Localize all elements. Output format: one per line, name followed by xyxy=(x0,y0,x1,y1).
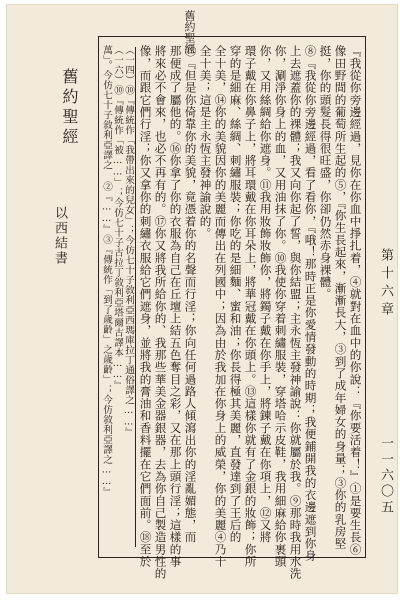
body-column: 將來必不會來，也必不再有的。⑰你又將我所給你的、我那些華美金器銀器，去為你自己製造男性的 xyxy=(153,45,168,580)
body-column: 你，涮淨你身上的血，又用油抹了你。⑩我使你穿着刺繡服裝，穿塔哈示皮鞋，我用細麻給你裹頭 xyxy=(273,45,288,568)
body-column: 『我從你旁邊經過，見你在你血中掙扎着，④就對在血中的你說：『你要活着！』①是要生長⑥ xyxy=(348,45,363,556)
body-column: 全十美；這是主永恆主發神諭說的。 xyxy=(198,45,213,240)
footnote-column: （一四）⑩『傳統作「我帶出來的兒女」；今仿七十子敘利亞西瑪庫拉丁通俗譯之……』 xyxy=(123,45,134,438)
footnote-column: （一六）⑩『傳統作「被……」；今仿七十子古拉丁敘利亞塔爾古譯本……』 xyxy=(112,45,123,391)
page-number: 一一六〇五 xyxy=(378,436,393,516)
book-name-vertical: 以西結書 xyxy=(52,206,67,266)
body-column: ⑧『我從你旁邊經過，看了看你，『哦！那時正是你愛情發動的時期；我便鋪開我的衣邊遮到你身 xyxy=(303,45,318,562)
footnote-divider xyxy=(135,47,136,547)
text-frame xyxy=(98,36,366,580)
body-column: 上去遮蓋你的裸體；我又向你起了誓，與你結盟；主永恆主發神諭說：你就屬於我。⑨那時我用水洗 xyxy=(288,45,303,580)
body-column: 你，又用絲綢給你遮身。⑪我用妝飾妝飾你，將鐲子戴在你手上，將鍊子戴在你項上，⑫又將 xyxy=(258,45,273,544)
header-title: 舊約聖經 xyxy=(183,10,196,54)
body-column: 像，而跟它們行淫；你又拿你的刺繡衣服給它們遮身，並將我的膏油和香料擺在它們面前。⑱至於 xyxy=(138,45,153,568)
scripture-page xyxy=(6,4,398,594)
chapter-label: 第十六章 xyxy=(378,248,393,320)
book-title-vertical: 舊約聖經 xyxy=(60,68,79,148)
body-column: 環子戴在你鼻子上，將耳環戴在你耳朵上，將華冠戴在你頭上。⑬這樣你就有了金銀的妝飾；你所 xyxy=(243,45,258,568)
body-column: 穿的是細麻、絲綢、刺繡服裝；你吃的是細麵、蜜和油；你長得極其美麗，直發達到了王后的 xyxy=(228,45,243,544)
footnote-column: 萬」。今仿七十子敘利亞譯之 ②『……』③『傳統作「到了歲齡」之歲齡」；今仿敘利亞譯之……』 xyxy=(101,45,112,498)
body-column: 那便成了屬他的。⑯你拿了你的衣服為自己在丘壇上結五色奪目之彩，又在那上頭行淫；這樣的事 xyxy=(168,45,183,568)
body-column: 像田野間的葡萄所生起的⑤，『你生長起來，漸漸長大，③到了成年婦女的身量；③你的乳房堅 xyxy=(333,45,348,550)
body-column: ⑮『但是你倚靠你的美貌，竟憑着你的名聲而行淫；你向任何過路人傾瀉出你的淫亂媚態，而 xyxy=(183,45,198,544)
body-column: 挺，你的頭髮長得很旺盛，你卻仍然赤身裸體。 xyxy=(318,45,333,301)
body-column: 全十美，⑭你的美貌因你的美麗而傳出在列國中；因為由於我加在你身上的威榮，你的美麗④乃十 xyxy=(213,45,228,568)
